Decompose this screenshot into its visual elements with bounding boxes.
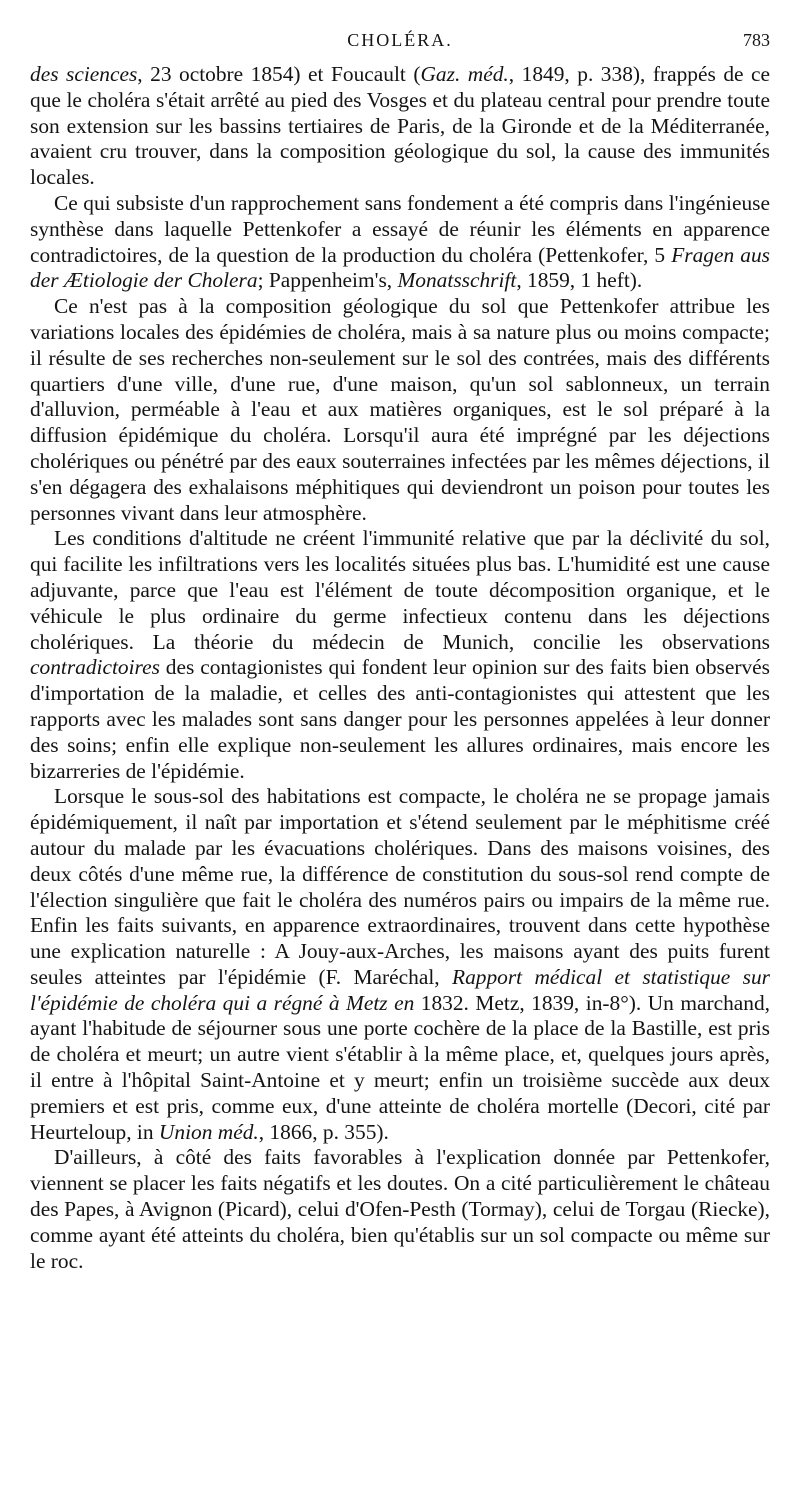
- text-run: , 23 octobre 1854) et Foucault (: [137, 62, 421, 86]
- paragraph-4: [30, 526, 770, 784]
- text-run: D'ailleurs, à côté des faits favorables à l'explication donnée par Pettenkofer, viennent se placer les faits négatifs et les doutes. On a cité particulièrement le château des Papes, à Avignon (Picard), celui d'Ofen-Pesth (Tormay), celui de Torgau (Riecke), comme ayant été atteints du choléra, bien qu'établis sur un sol compacte ou même sur le roc.: [30, 1145, 770, 1273]
- book-page: [30, 24, 770, 1274]
- text-run: 1832. Metz, 1839, in-8°). Un marchand, ayant l'habitude de séjourner sous une porte cochère de la place de la Bastille, est pris de choléra et meurt; un autre vient s'établir à la même place, et, quelques jours après, il entre à l'hôpital Saint-Antoine et y meurt; enfin un troisième succède aux deux premiers et est pris, comme eux, d'une atteinte de choléra mortelle (Decori, cité par Heurteloup, in: [30, 990, 771, 1144]
- page-number: 783: [743, 30, 770, 50]
- body-text: [30, 62, 770, 1274]
- italic-text-run: Rapport médical et statistique sur l'épidémie de choléra qui a régné à Metz en: [30, 964, 770, 1015]
- paragraph-1: [30, 62, 770, 191]
- running-title: CHOLÉRA.: [347, 30, 453, 50]
- paragraph-3: [30, 294, 770, 526]
- text-run: ; Pappenheim's,: [257, 268, 398, 293]
- paragraph-5: [30, 784, 770, 1145]
- italic-text-run: Gaz. méd.: [420, 62, 509, 86]
- italic-text-run: des sciences: [30, 62, 138, 86]
- paragraph-6: [30, 1145, 770, 1274]
- text-run: Ce n'est pas à la composition géologique du sol que Pettenkofer attribue les variations locales des épidémies de choléra, mais à sa nature plus ou moins compacte; il résulte de ses recherches non-seulement sur le sol des contrées, mais des différents quartiers d'une ville, d'une rue, d'une maison, qu'un sol sablonneux, un terrain d'alluvion, perméable à l'eau et aux matières organiques, est le sol préparé à la diffusion épidémique du choléra. Lorsqu'il aura été imprégné par les déjections cholériques ou pénétré par des eaux souterraines infectées par les mêmes déjections, il s'en dégagera des exhalaisons méphitiques qui deviendront un poison pour toutes les personnes vivant dans leur atmosphère.: [30, 294, 770, 525]
- italic-text-run: contradictoires: [30, 655, 160, 680]
- italic-text-run: Union méd.: [158, 1119, 259, 1144]
- text-run: , 1849, p. 338), frappés de ce que le choléra s'était arrêté au pied des Vosges et du plateau central pour prendre toute son extension sur les bassins tertiaires de Paris, de la Gironde et de la Méditerranée, avaient cru trouver, dans la composition géologique du sol, la cause des immunités locales.: [30, 62, 770, 190]
- text-run: , 1859, 1 heft).: [516, 268, 643, 293]
- paragraph-2: [30, 191, 770, 294]
- text-run: Les conditions d'altitude ne créent l'immunité relative que par la déclivité du sol, qui facilite les infiltrations vers les localités situées plus bas. L'humidité est une cause adjuvante, parce que l'eau est l'élément de toute décomposition organique, et le véhicule le plus ordinaire du germe infectieux contenu dans les déjections cholériques. La théorie du médecin de Munich, concilie les observations: [30, 526, 770, 654]
- text-run: , 1866, p. 355).: [258, 1119, 389, 1144]
- running-head: [30, 24, 770, 62]
- text-run: Ce qui subsiste d'un rapprochement sans fondement a été compris dans l'ingénieuse synthèse dans laquelle Pettenkofer a essayé de réunir les éléments en apparence contradictoires, de la question de la production du choléra (Pettenkofer, 5: [30, 190, 770, 267]
- italic-text-run: Fragen aus der Ætiologie der Cholera: [30, 242, 770, 293]
- text-run: des contagionistes qui fondent leur opinion sur des faits bien observés d'importation de la maladie, et celles des anti-contagionistes qui attestent que les rapports avec les malades sont sans danger pour les personnes appelées à leur donner des soins; enfin elle explique non-seulement les allures ordinaires, mais encore les bizarreries de l'épidémie.: [30, 655, 770, 783]
- text-run: Lorsque le sous-sol des habitations est compacte, le choléra ne se propage jamais épidémiquement, il naît par importation et s'étend seulement par le méphitisme créé autour du malade par les évacuations cholériques. Dans des maisons voisines, des deux côtés d'une même rue, la différence de constitution du sous-sol rend compte de l'élection singulière que fait le choléra des numéros pairs ou impairs de la même rue. Enfin les faits suivants, en apparence extraordinaires, trouvent dans cette hypothèse une explication naturelle : A Jouy-aux-Arches, les maisons ayant des puits furent seules atteintes par l'épidémie (F. Maréchal,: [30, 784, 770, 989]
- italic-text-run: Monatsschrift: [397, 268, 517, 293]
